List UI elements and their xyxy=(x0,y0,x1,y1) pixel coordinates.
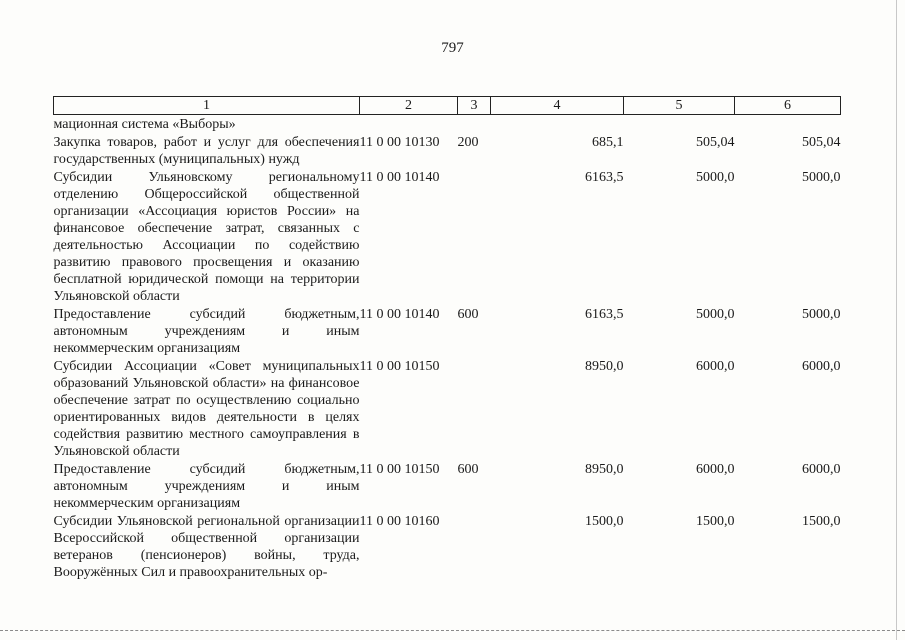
row-expense-type xyxy=(458,115,491,134)
row-value-5: 6000,0 xyxy=(696,462,735,477)
row-code: 11 0 00 10140 xyxy=(359,170,440,185)
row-description: Закупка товаров, работ и услуг для обеспечения государственных (муниципальных) нужд xyxy=(53,135,360,167)
row-value-5: 6000,0 xyxy=(696,359,735,374)
budget-table xyxy=(53,96,841,581)
row-value-5: 1500,0 xyxy=(696,514,735,529)
row-value-4: 8950,0 xyxy=(585,462,624,477)
column-header-1: 1 xyxy=(54,97,360,115)
page-number: 797 xyxy=(441,40,464,56)
column-header-5: 5 xyxy=(624,97,735,115)
row-description: Субсидии Ульяновской региональной организации Всероссийской общественной организации ветеранов (пенсионеров) войны, труда, Вооружённых Сил и правоохранительных ор- xyxy=(53,514,360,580)
row-value-6: 6000,0 xyxy=(802,462,841,477)
table-row xyxy=(54,512,841,581)
row-value-5: 505,04 xyxy=(696,135,735,150)
header-row xyxy=(54,97,841,115)
row-value-5: 5000,0 xyxy=(696,307,735,322)
row-description: Предоставление субсидий бюджетным, автономным учреждениям и иным некоммерческим организациям xyxy=(53,462,360,511)
row-description: мационная система «Выборы» xyxy=(53,117,236,132)
row-value-6: 6000,0 xyxy=(802,359,841,374)
page-right-edge xyxy=(896,0,897,640)
row-value-6: 5000,0 xyxy=(802,170,841,185)
row-code xyxy=(360,115,458,134)
row-value-6: 505,04 xyxy=(802,135,841,150)
row-value-4: 6163,5 xyxy=(585,170,624,185)
row-expense-type: 600 xyxy=(457,307,479,322)
column-header-4: 4 xyxy=(491,97,624,115)
row-value-4: 8950,0 xyxy=(585,359,624,374)
table-row xyxy=(54,357,841,460)
row-value-6 xyxy=(735,115,841,134)
row-value-5: 5000,0 xyxy=(696,170,735,185)
table-row xyxy=(54,115,841,134)
column-header-3: 3 xyxy=(458,97,491,115)
row-code: 11 0 00 10160 xyxy=(359,514,440,529)
row-description: Предоставление субсидий бюджетным, автономным учреждениям и иным некоммерческим организациям xyxy=(53,307,360,356)
row-code: 11 0 00 10140 xyxy=(359,307,440,322)
row-expense-type: 600 xyxy=(457,462,479,477)
table-row xyxy=(54,168,841,305)
row-value-6: 5000,0 xyxy=(802,307,841,322)
row-description: Субсидии Ульяновскому региональному отделению Общероссийской общественной организации «Ассоциация юристов России» на финансовое обеспечение затрат, связанных с деятельностью Ассоциации по содействию развитию правового просвещения и оказанию бесплатной юридической помощи на территории Ульяновской области xyxy=(53,170,360,304)
page-bottom-edge xyxy=(0,630,905,631)
row-expense-type xyxy=(458,512,491,581)
row-expense-type xyxy=(458,168,491,305)
row-value-4 xyxy=(491,115,624,134)
row-value-6: 1500,0 xyxy=(802,514,841,529)
row-code: 11 0 00 10130 xyxy=(359,135,440,150)
row-code: 11 0 00 10150 xyxy=(359,462,440,477)
column-header-2: 2 xyxy=(360,97,458,115)
column-header-6: 6 xyxy=(735,97,841,115)
table-row xyxy=(54,460,841,512)
row-expense-type xyxy=(458,357,491,460)
row-value-4: 685,1 xyxy=(592,135,624,150)
row-value-4: 1500,0 xyxy=(585,514,624,529)
row-value-4: 6163,5 xyxy=(585,307,624,322)
row-description: Субсидии Ассоциации «Совет муниципальных образований Ульяновской области» на финансовое обеспечение затрат по осуществлению социально ориентированных видов деятельности в целях содействия развитию местного самоуправления в Ульяновской области xyxy=(53,359,360,459)
table-row xyxy=(54,133,841,168)
row-expense-type: 200 xyxy=(457,135,479,150)
table-row xyxy=(54,305,841,357)
row-code: 11 0 00 10150 xyxy=(359,359,440,374)
row-value-5 xyxy=(624,115,735,134)
